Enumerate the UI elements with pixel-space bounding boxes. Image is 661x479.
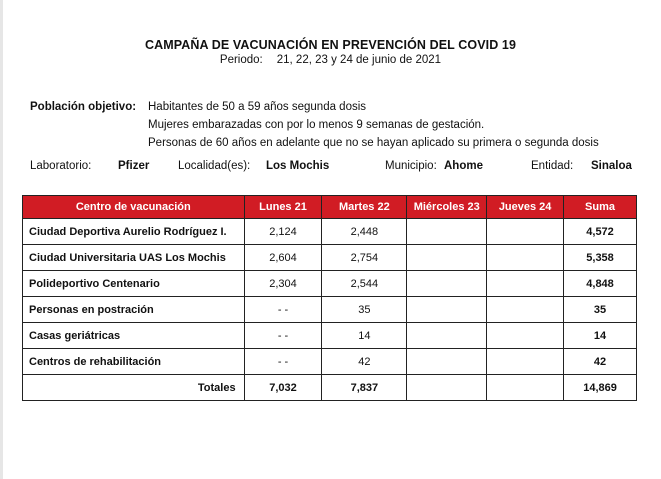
- period-value: 21, 22, 23 y 24 de junio de 2021: [276, 54, 442, 66]
- row-sum: 35: [564, 297, 637, 323]
- target-population: [30, 98, 599, 152]
- page-edge-shadow: [0, 0, 3, 479]
- table-cell: - -: [244, 349, 322, 375]
- column-header: Lunes 21: [244, 196, 322, 219]
- total-cell: 7,837: [322, 375, 407, 401]
- document-title: CAMPAÑA DE VACUNACIÓN EN PREVENCIÓN DEL COVID 19: [144, 38, 517, 52]
- row-sum: 4,848: [564, 271, 637, 297]
- period-line: [0, 54, 661, 66]
- center-name: Casas geriátricas: [23, 323, 245, 349]
- total-cell: 7,032: [244, 375, 322, 401]
- table-cell: 2,604: [244, 245, 322, 271]
- table-cell: 2,448: [322, 219, 407, 245]
- target-item: Personas de 60 años en adelante que no se hayan aplicado su primera o segunda dosis: [148, 137, 599, 149]
- vaccination-table: [22, 195, 637, 401]
- table-cell: [487, 323, 564, 349]
- period-label: Periodo:: [219, 54, 263, 66]
- target-line-2: [30, 116, 599, 134]
- target-item: Habitantes de 50 a 59 años segunda dosis: [148, 101, 367, 113]
- center-name: Polideportivo Centenario: [23, 271, 245, 297]
- entity-value: Sinaloa: [591, 160, 632, 172]
- table-cell: [407, 245, 487, 271]
- table-row: [23, 297, 637, 323]
- table-row: [23, 219, 637, 245]
- center-name: Ciudad Universitaria UAS Los Mochis: [23, 245, 245, 271]
- locality-label: Localidad(es):: [178, 160, 251, 172]
- table-row: [23, 349, 637, 375]
- center-name: Ciudad Deportiva Aurelio Rodríguez I.: [23, 219, 245, 245]
- table-cell: [487, 219, 564, 245]
- column-header: Jueves 24: [487, 196, 564, 219]
- target-label: Población objetivo:: [30, 101, 137, 113]
- table-cell: [407, 323, 487, 349]
- lab-label: Laboratorio:: [30, 160, 92, 172]
- totals-label: Totales: [23, 375, 245, 401]
- table-row: [23, 271, 637, 297]
- column-header: Martes 22: [322, 196, 407, 219]
- entity-label: Entidad:: [531, 160, 574, 172]
- table-cell: [407, 271, 487, 297]
- table-cell: 2,124: [244, 219, 322, 245]
- center-name: Personas en postración: [23, 297, 245, 323]
- table-cell: - -: [244, 323, 322, 349]
- row-sum: 4,572: [564, 219, 637, 245]
- municipality-value: Ahome: [444, 160, 483, 172]
- table-cell: 14: [322, 323, 407, 349]
- column-header: Miércoles 23: [407, 196, 487, 219]
- row-sum: 42: [564, 349, 637, 375]
- center-name: Centros de rehabilitación: [23, 349, 245, 375]
- table-cell: [487, 349, 564, 375]
- grand-total: 14,869: [564, 375, 637, 401]
- column-header: Centro de vacunación: [23, 196, 245, 219]
- table-cell: [487, 245, 564, 271]
- table-cell: - -: [244, 297, 322, 323]
- lab-value: Pfizer: [118, 160, 150, 172]
- table-cell: 2,754: [322, 245, 407, 271]
- table-cell: 2,544: [322, 271, 407, 297]
- table-row: [23, 323, 637, 349]
- table-row: [23, 245, 637, 271]
- total-cell: [407, 375, 487, 401]
- target-item: Mujeres embarazadas con por lo menos 9 semanas de gestación.: [148, 119, 485, 131]
- locality-value: Los Mochis: [266, 160, 330, 172]
- column-header: Suma: [564, 196, 637, 219]
- totals-row: [23, 375, 637, 401]
- row-sum: 5,358: [564, 245, 637, 271]
- total-cell: [487, 375, 564, 401]
- table-cell: [407, 297, 487, 323]
- target-line-1: [30, 98, 599, 116]
- table-cell: 42: [322, 349, 407, 375]
- target-line-3: [30, 134, 599, 152]
- table-cell: [487, 297, 564, 323]
- table-cell: [407, 219, 487, 245]
- table-cell: [487, 271, 564, 297]
- table-cell: [407, 349, 487, 375]
- municipality-label: Municipio:: [385, 160, 437, 172]
- row-sum: 14: [564, 323, 637, 349]
- table-cell: 35: [322, 297, 407, 323]
- table-cell: 2,304: [244, 271, 322, 297]
- table-header-row: [23, 196, 637, 219]
